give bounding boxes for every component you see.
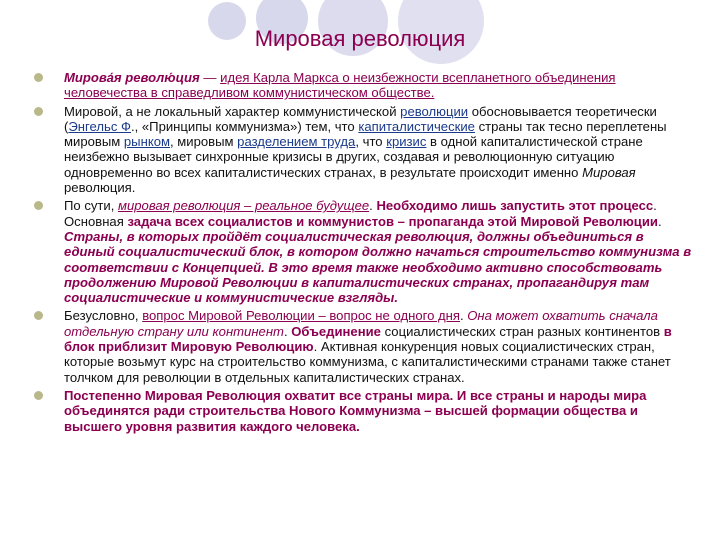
text-span: революция.: [64, 180, 136, 196]
text-span: мировая революция – реальное будущее: [118, 198, 370, 214]
link-division-of-labor[interactable]: разделением труда: [237, 134, 356, 150]
term-heading: Мирова́я револю́ция: [64, 70, 200, 85]
list-item: [34, 70, 696, 101]
bullet-icon: [34, 311, 43, 320]
link-revolution[interactable]: революции: [400, 103, 469, 119]
text-span: Необходимо лишь запустить этот процесс: [376, 198, 654, 214]
list-item: [34, 308, 696, 384]
text-span: , мировым: [169, 134, 238, 150]
text-span: Объединение: [291, 323, 381, 339]
text-span: страны так тесно переплетены мировым: [64, 118, 667, 150]
text-span: Безусловно,: [64, 308, 143, 324]
link-market[interactable]: рынком: [123, 134, 170, 150]
text-span: задача всех социалистов и коммунистов – пропаганда этой Мировой Революции: [127, 213, 658, 229]
text-span: .: [459, 308, 468, 324]
text-span: Страны, в которых пройдёт социалистическая революция, должны объединиться в единый социалистический блок, в котором должно начаться строительство коммунизма в соответствии с Концепцией. В это время также необходимо активно способствовать продолжению Мировой Революции в капиталистических странах, пропагандируя там социалистические и коммунистические взгляды.: [64, 228, 692, 306]
list-item: [34, 198, 696, 305]
text-span: . Основная: [64, 198, 657, 229]
text-span: в блок приблизит Мировую Революцию: [64, 323, 672, 355]
text-span: . Активная конкуренция новых социалистических стран, которые возьмут курс на строительство коммунизма, с капиталистическими странами также станет толчком для революции в отдельных капиталистических странах.: [64, 339, 671, 385]
text-span: По сути,: [64, 198, 119, 214]
text-span: , что: [355, 134, 387, 150]
text-span: Мировая: [582, 164, 636, 180]
text-span: .: [283, 323, 292, 339]
bullet-list: [34, 70, 696, 437]
bullet-icon: [34, 107, 43, 116]
text-span: Постепенно Мировая Революция охватит все страны мира. И все страны и народы мира объединятся ради строительства Нового Коммунизма – высшей формации общества и высшего уровня развития каждого человека.: [64, 387, 647, 434]
text-span: Мировой, а не локальный характер коммунистической: [64, 103, 401, 119]
text-span: Она может охватить сначала отдельную страну или континент: [64, 308, 658, 339]
text-span: .: [657, 213, 662, 229]
bullet-icon: [34, 73, 43, 82]
bullet-icon: [34, 201, 43, 210]
link-engels[interactable]: Энгельс Ф: [68, 118, 131, 134]
text-span: обосновывается теоретически (: [64, 103, 657, 134]
list-item: [34, 104, 696, 196]
text-span: .: [369, 198, 377, 214]
definition-link[interactable]: идея Карла Маркса о неизбежности всепланетного объединения человечества в справедливом коммунистическом обществе.: [64, 70, 616, 101]
link-capitalist[interactable]: капиталистические: [358, 118, 475, 134]
list-item: [34, 388, 696, 434]
slide-title: Мировая революция: [254, 26, 466, 51]
text-span: в одной капиталистической стране неизбежно вызывает синхронные кризисы в других, создавая и революционную ситуацию одновременно во всех капиталистических странах, в результате происходит именно: [64, 134, 643, 180]
text-span: социалистических стран разных континентов: [380, 323, 664, 339]
link-crisis[interactable]: кризис: [386, 134, 427, 150]
text-span: вопрос Мировой Революции – вопрос не одного дня: [142, 308, 460, 324]
text-span: —: [199, 70, 221, 85]
text-span: ., «Принципы коммунизма») тем, что: [130, 118, 359, 134]
bullet-icon: [34, 391, 43, 400]
